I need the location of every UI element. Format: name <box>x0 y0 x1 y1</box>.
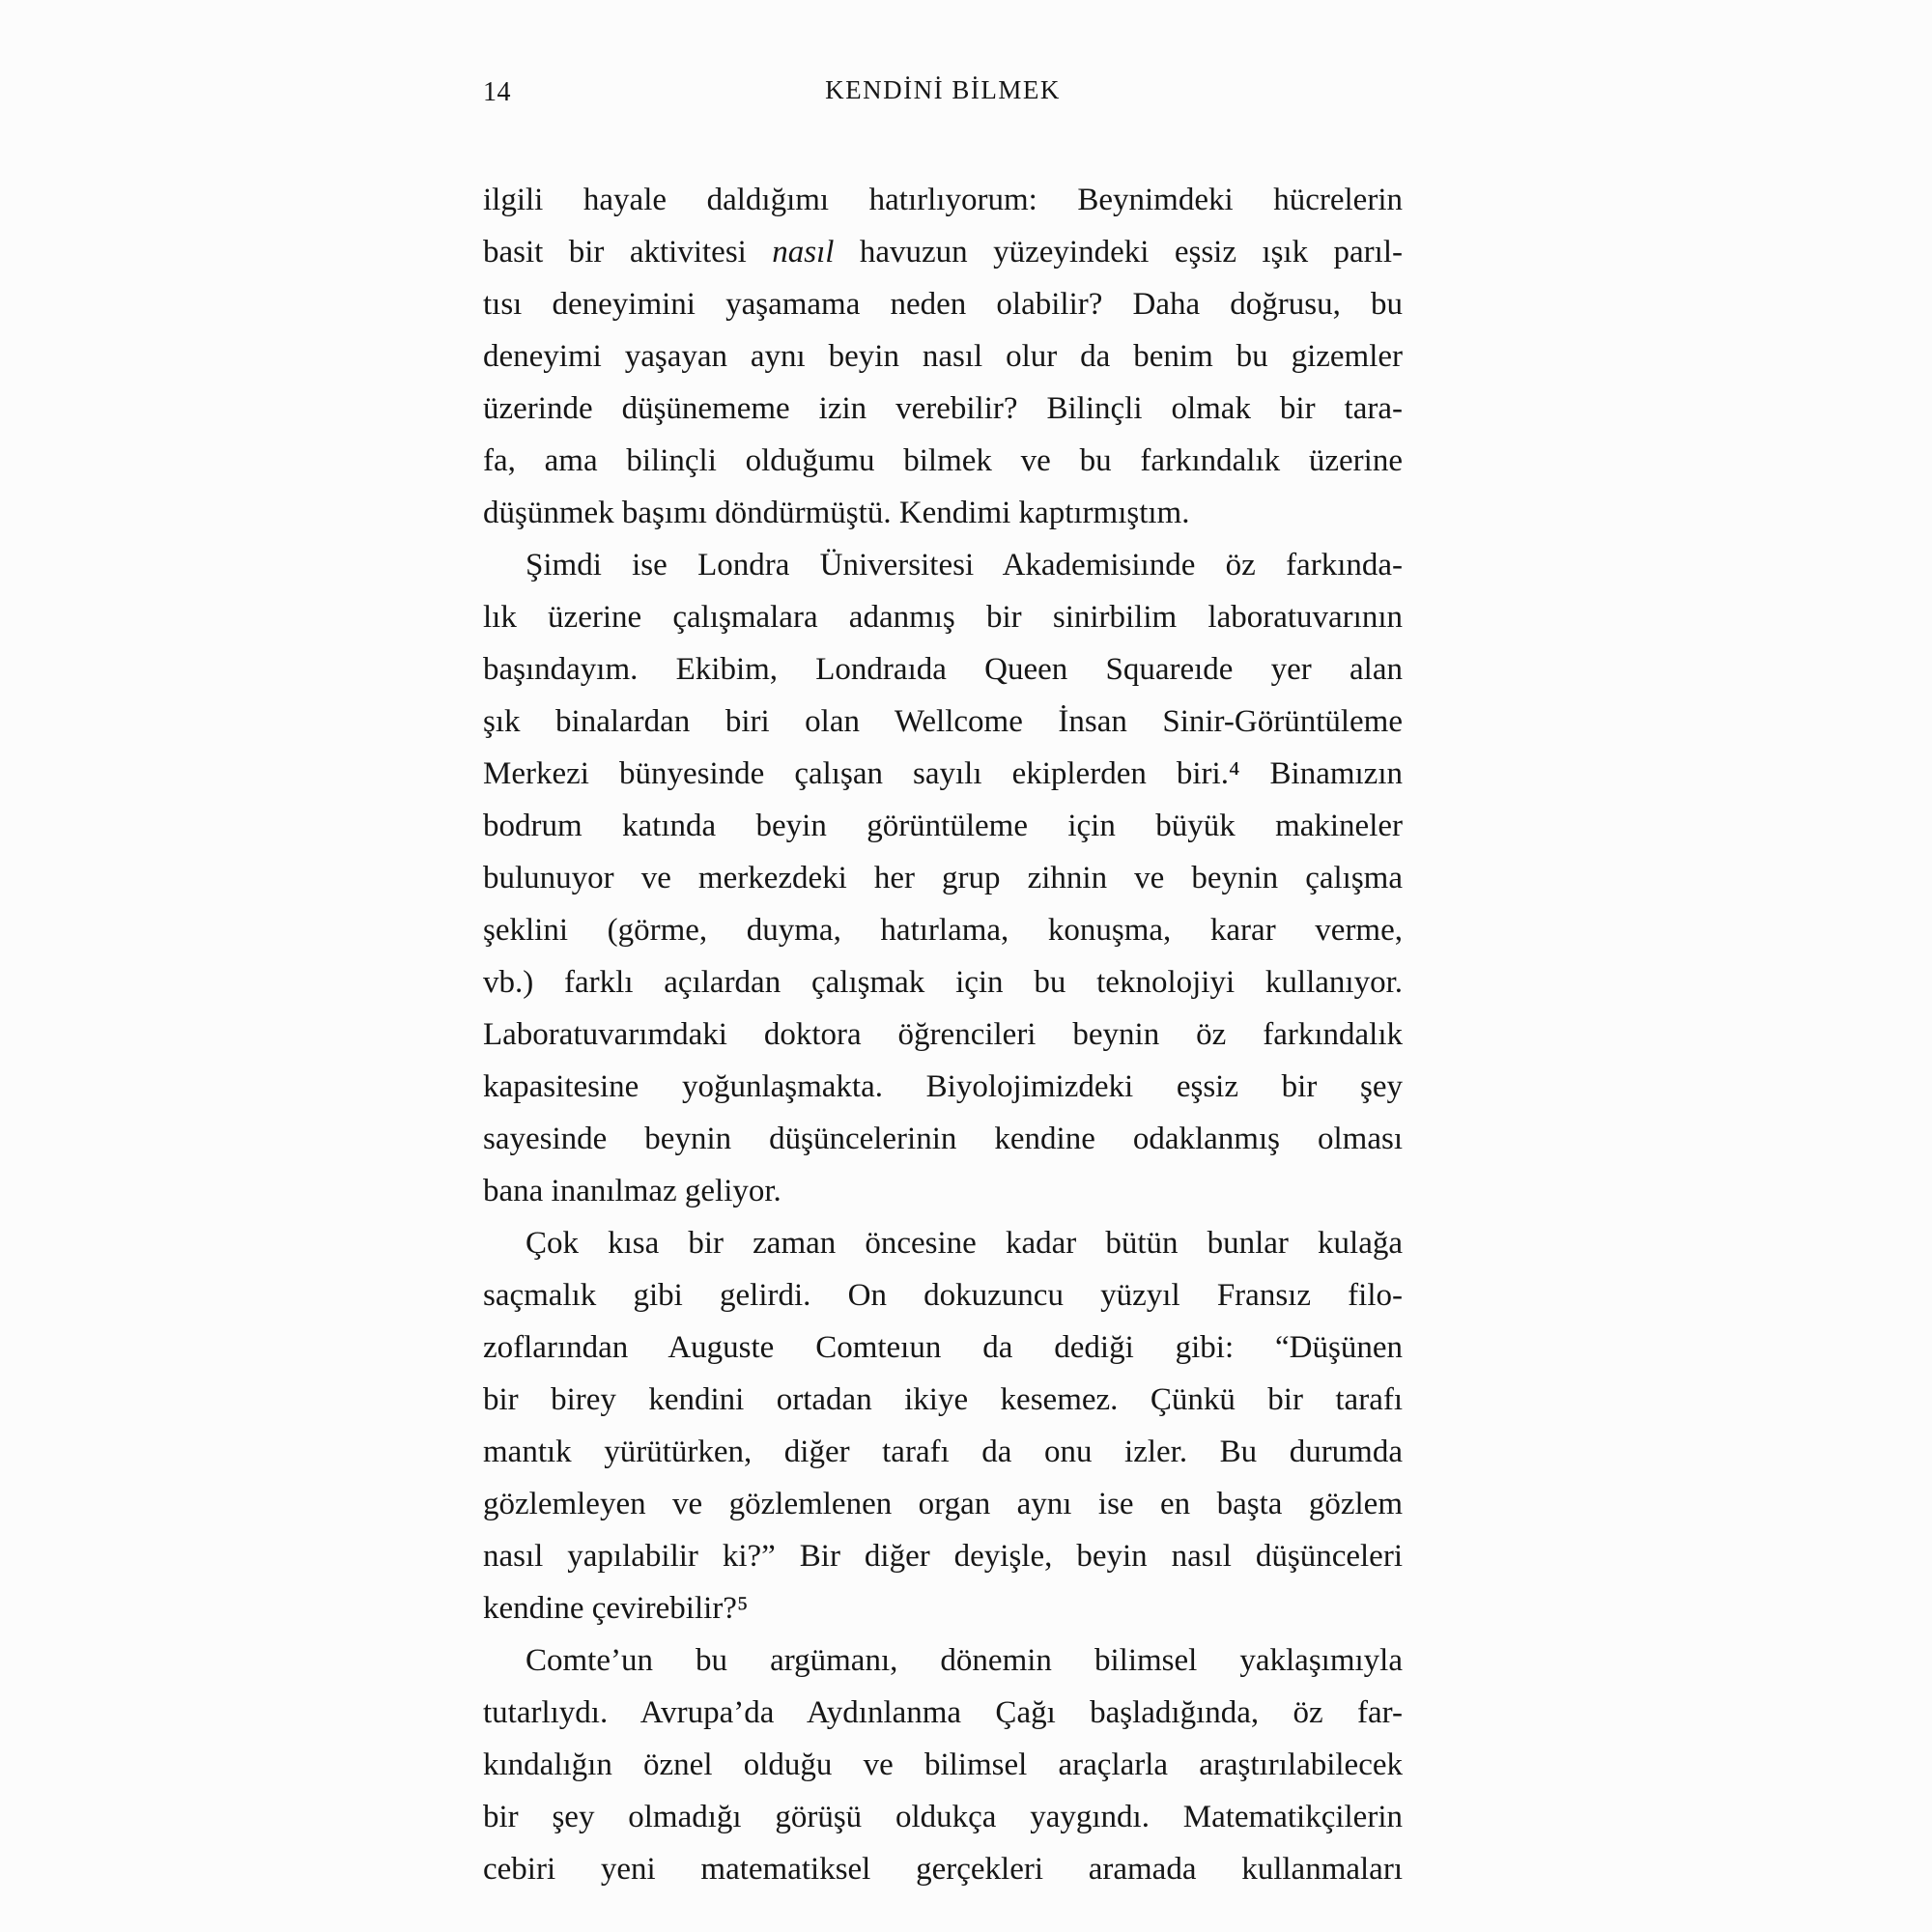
text-line: kendine çevirebilir?⁵ <box>483 1591 749 1626</box>
text-line: mantık yürütürken, diğer tarafı da onu izler. Bu durumda <box>483 1435 1403 1469</box>
text-line: tutarlıydı. Avrupa’da Aydınlanma Çağı başladığında, öz far- <box>483 1695 1403 1730</box>
text-line: bodrum katında beyin görüntüleme için büyük makineler <box>483 809 1403 843</box>
body-text <box>483 174 1403 1895</box>
text-line: basit bir aktivitesi nasıl havuzun yüzeyindeki eşsiz ışık parıl- <box>483 235 1403 270</box>
text-line: kındalığın öznel olduğu ve bilimsel araçlarla araştırılabilecek <box>483 1747 1403 1782</box>
text-line: nasıl yapılabilir ki?” Bir diğer deyişle, beyin nasıl düşünceleri <box>483 1539 1403 1574</box>
text-line: düşünmek başımı döndürmüştü. Kendimi kaptırmıştım. <box>483 496 1190 530</box>
text-line: Merkezi bünyesinde çalışan sayılı ekiplerden biri.⁴ Binamızın <box>483 756 1403 791</box>
text-line: zoflarından Auguste Comteıun da dediği gibi: “Düşünen <box>483 1330 1403 1365</box>
text-line: tısı deneyimini yaşamama neden olabilir? Daha doğrusu, bu <box>483 287 1403 322</box>
text-line: Comte’un bu argümanı, dönemin bilimsel yaklaşımıyla <box>526 1643 1403 1678</box>
text-line: fa, ama bilinçli olduğumu bilmek ve bu farkındalık üzerine <box>483 443 1403 478</box>
paragraph <box>483 1634 1403 1895</box>
text-line: ilgili hayale daldığımı hatırlıyorum: Beynimdeki hücrelerin <box>483 183 1403 217</box>
paragraph <box>483 174 1403 539</box>
italic-text: nasıl <box>772 235 835 270</box>
text-line: cebiri yeni matematiksel gerçekleri aramada kullanmaları <box>483 1852 1403 1887</box>
text-line: şeklini (görme, duyma, hatırlama, konuşma, karar verme, <box>483 913 1403 948</box>
paragraph <box>483 1217 1403 1634</box>
text-line: bir şey olmadığı görüşü oldukça yaygındı. Matematikçilerin <box>483 1800 1403 1834</box>
running-header <box>483 75 1403 110</box>
text-line: bir birey kendini ortadan ikiye kesemez. Çünkü bir tarafı <box>483 1382 1403 1417</box>
text-line: şık binalardan biri olan Wellcome İnsan Sinir-Görüntüleme <box>483 704 1403 739</box>
text-line: gözlemleyen ve gözlemlenen organ aynı ise en başta gözlem <box>483 1487 1403 1521</box>
text-line: Laboratuvarımdaki doktora öğrencileri beynin öz farkındalık <box>483 1017 1403 1052</box>
text-line: başındayım. Ekibim, Londraıda Queen Squareıde yer alan <box>483 652 1403 687</box>
text-line: sayesinde beynin düşüncelerinin kendine odaklanmış olması <box>483 1122 1403 1156</box>
text-line: bana inanılmaz geliyor. <box>483 1174 781 1208</box>
text-line: saçmalık gibi gelirdi. On dokuzuncu yüzyıl Fransız filo- <box>483 1278 1403 1313</box>
text-line: lık üzerine çalışmalara adanmış bir sinirbilim laboratuvarının <box>483 600 1403 635</box>
text-line: üzerinde düşünememe izin verebilir? Bilinçli olmak bir tara- <box>483 391 1403 426</box>
text-line: kapasitesine yoğunlaşmakta. Biyolojimizdeki eşsiz bir şey <box>483 1069 1403 1104</box>
text-line: Çok kısa bir zaman öncesine kadar bütün bunlar kulağa <box>526 1226 1403 1261</box>
running-header-title: KENDİNİ BİLMEK <box>825 75 1061 104</box>
page-number: 14 <box>483 77 511 107</box>
text-line: bulunuyor ve merkezdeki her grup zihnin ve beynin çalışma <box>483 861 1403 895</box>
text-line: vb.) farklı açılardan çalışmak için bu teknolojiyi kullanıyor. <box>483 965 1403 1000</box>
text-line: Şimdi ise Londra Üniversitesi Akademisiınde öz farkında- <box>526 548 1403 582</box>
text-line: deneyimi yaşayan aynı beyin nasıl olur da benim bu gizemler <box>483 339 1403 374</box>
paragraph <box>483 539 1403 1217</box>
